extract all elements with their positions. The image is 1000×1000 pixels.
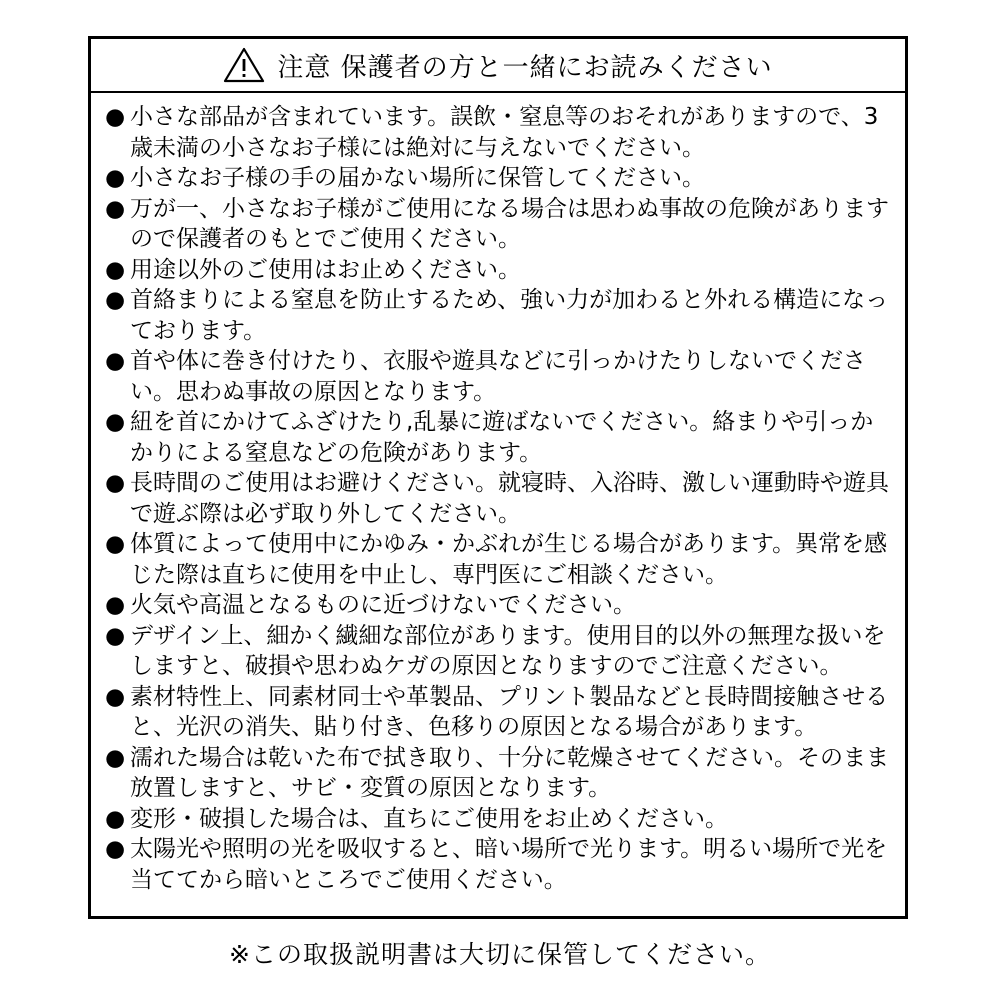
list-item-text: 太陽光や照明の光を吸収すると、暗い場所で光ります。明るい場所で光を当ててから暗いところでご使用ください。: [130, 836, 888, 893]
bullet-icon: ●: [105, 256, 126, 283]
list-item: [105, 529, 891, 590]
list-item-text: 首絡まりによる窒息を防止するため、強い力が加わると外れる構造になっております。: [130, 287, 889, 344]
list-item-text: 用途以外のご使用はお止めください。: [130, 256, 521, 283]
list-item: [105, 468, 891, 529]
bullet-icon: ●: [105, 104, 126, 130]
bullet-icon: ●: [105, 836, 126, 862]
bullet-icon: ●: [105, 195, 126, 222]
list-item-text: 長時間のご使用はお避けください。就寝時、入浴時、激しい運動時や遊具で遊ぶ際は必ず取り外してください。: [130, 470, 889, 527]
list-item: [105, 743, 891, 804]
bullet-icon: ●: [105, 348, 126, 374]
notice-header: [91, 39, 905, 93]
bullet-icon: ●: [105, 409, 126, 435]
caution-list: [91, 93, 905, 895]
list-item: [105, 682, 891, 743]
list-item-text: 紐を首にかけてふざけたり,乱暴に遊ばないでください。絡まりや引っかかりによる窒息などの危険があります。: [130, 409, 874, 466]
footer-note: ※この取扱説明書は大切に保管してください。: [229, 940, 771, 969]
list-item-text: 体質によって使用中にかゆみ・かぶれが生じる場合があります。異常を感じた際は直ちに使用を中止し、専門医にご相談ください。: [130, 531, 888, 588]
list-item: [105, 163, 891, 194]
list-item: [105, 590, 891, 621]
bullet-icon: ●: [105, 622, 126, 649]
notice-title: 注意 保護者の方と一緒にお読みください: [277, 52, 773, 83]
bullet-icon: ●: [105, 592, 126, 618]
bullet-icon: ●: [105, 744, 126, 771]
list-item-text: 首や体に巻き付けたり、衣服や遊具などに引っかけたりしないでください。思わぬ事故の原因となります。: [130, 348, 866, 405]
list-item: [105, 407, 891, 468]
list-item-text: 濡れた場合は乾いた布で拭き取り、十分に乾燥させてください。そのまま放置しますと、サビ・変質の原因となります。: [130, 744, 889, 801]
bullet-icon: ●: [105, 470, 126, 496]
list-item: [105, 285, 891, 346]
caution-notice-box: [88, 36, 908, 919]
list-item-text: 素材特性上、同素材同士や革製品、プリント製品などと長時間接触させると、光沢の消失、貼り付き、色移りの原因となる場合があります。: [130, 683, 889, 740]
list-item: [105, 255, 891, 286]
list-item: [105, 346, 891, 407]
warning-triangle-icon: [223, 47, 265, 83]
list-item: [105, 194, 891, 255]
bullet-icon: ●: [105, 805, 126, 832]
bullet-icon: ●: [105, 165, 126, 191]
list-item-text: 変形・破損した場合は、直ちにご使用をお止めください。: [130, 805, 728, 832]
list-item-text: 小さな部品が含まれています。誤飲・窒息等のおそれがありますので、3歳未満の小さなお子様には絶対に与えないでください。: [130, 104, 879, 161]
bullet-icon: ●: [105, 287, 126, 313]
list-item-text: 小さなお子様の手の届かない場所に保管してください。: [130, 165, 705, 191]
list-item: [105, 834, 891, 895]
list-item: [105, 621, 891, 682]
list-item-text: デザイン上、細かく繊細な部位があります。使用目的以外の無理な扱いをしますと、破損や思わぬケガの原因となりますのでご注意ください。: [130, 622, 886, 679]
list-item: [105, 804, 891, 835]
bullet-icon: ●: [105, 531, 126, 557]
list-item-text: 万が一、小さなお子様がご使用になる場合は思わぬ事故の危険がありますので保護者のもとでご使用ください。: [130, 195, 889, 252]
list-item-text: 火気や高温となるものに近づけないでください。: [130, 592, 636, 618]
list-item: [105, 102, 891, 163]
bullet-icon: ●: [105, 683, 126, 710]
